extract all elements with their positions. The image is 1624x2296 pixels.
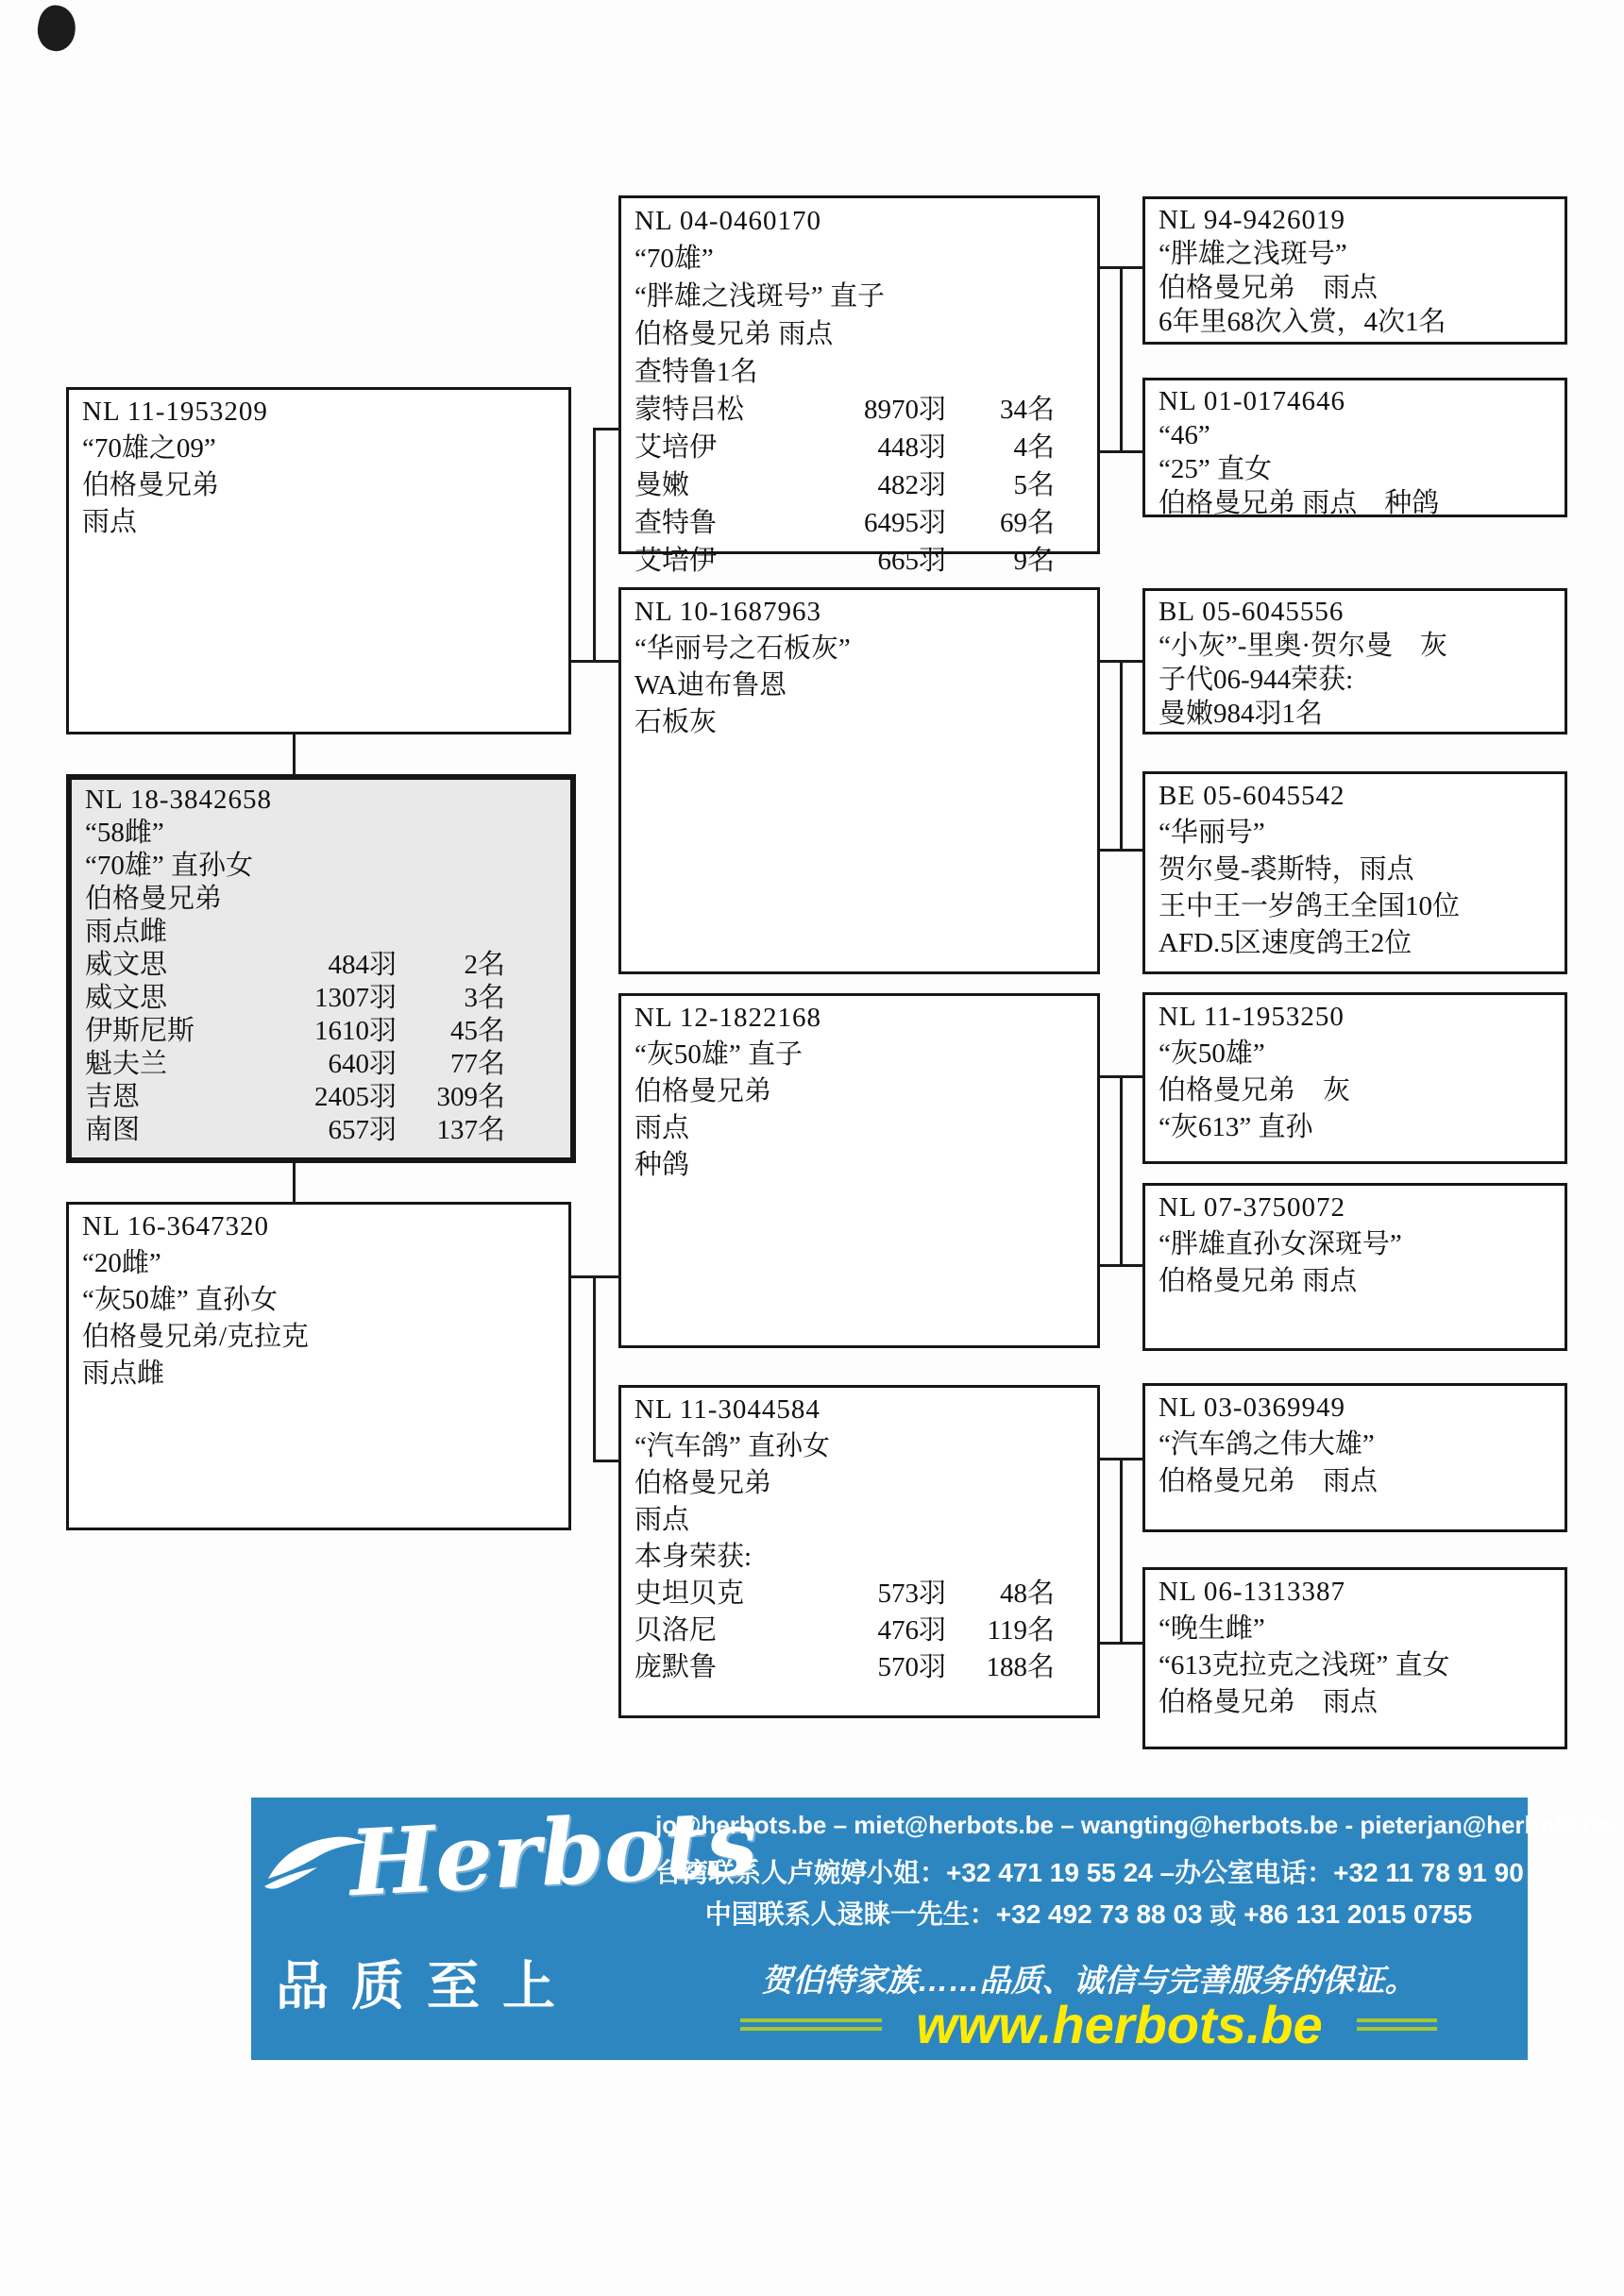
pedigree-line: 贺尔曼-裘斯特，雨点 — [1159, 854, 1414, 885]
ring-number: NL 16-3647320 — [82, 1211, 269, 1241]
result-race: 贝洛尼 — [634, 1615, 718, 1646]
result-rank: 137名 — [436, 1115, 505, 1145]
connector-line — [593, 1275, 596, 1462]
result-rank: 45名 — [449, 1016, 505, 1046]
result-race: 艾培伊 — [634, 432, 718, 463]
scan-artifact — [33, 2, 79, 54]
pedigree-line: “70雄” — [634, 244, 714, 274]
result-race: 南图 — [85, 1115, 141, 1145]
pedigree-line: 伯格曼兄弟 雨点 — [1159, 1466, 1379, 1496]
ring-number: NL 06-1313387 — [1159, 1577, 1345, 1607]
ring-number: NL 01-0174646 — [1159, 386, 1345, 416]
result-row — [634, 466, 1088, 504]
ring-number: BL 05-6045556 — [1159, 597, 1345, 627]
result-rank: 48名 — [999, 1578, 1055, 1609]
pedigree-line: 伯格曼兄弟 — [634, 1076, 772, 1106]
ring-number: NL 11-1953250 — [1159, 1002, 1345, 1032]
result-row — [634, 429, 1088, 466]
result-row — [85, 982, 561, 1015]
result-birds: 476羽 — [877, 1615, 946, 1646]
result-birds: 640羽 — [328, 1049, 397, 1079]
pedigree-box-sire — [66, 387, 571, 734]
result-race: 威文思 — [85, 950, 168, 980]
connector-line — [571, 1275, 621, 1278]
pedigree-line: “华丽号” — [1159, 818, 1265, 848]
pedigree-line: 王中王一岁鸽王全国10位 — [1159, 891, 1461, 921]
pedigree-line: “汽车鸽” 直孙女 — [634, 1431, 830, 1461]
result-row — [634, 542, 1088, 580]
pedigree-box-gen3-8 — [1142, 1567, 1567, 1749]
pedigree-line: “胖雄之浅斑号” 直子 — [634, 281, 885, 312]
pedigree-line: 6年里68次入赏，4次1名 — [1159, 307, 1446, 337]
pedigree-line: WA迪布鲁恩 — [634, 670, 787, 701]
pedigree-line: 雨点雌 — [85, 917, 168, 947]
pedigree-line: 伯格曼兄弟 雨点 — [634, 319, 834, 349]
banner-tagline: 品质至上 — [276, 1956, 578, 2016]
pedigree-line: “25” 直女 — [1159, 454, 1272, 484]
pedigree-line: “小灰”-里奥·贺尔曼 灰 — [1159, 631, 1448, 661]
pedigree-box-sire-sire — [618, 195, 1100, 576]
connector-line — [1120, 1075, 1123, 1267]
ring-number: NL 10-1687963 — [634, 597, 821, 627]
result-race: 查特鲁 — [634, 508, 718, 538]
pedigree-line: 雨点 — [82, 507, 138, 537]
result-rank: 309名 — [436, 1082, 505, 1112]
result-rank: 119名 — [987, 1615, 1055, 1646]
ring-number: BE 05-6045542 — [1159, 781, 1345, 811]
result-race: 曼嫩 — [634, 470, 690, 500]
pedigree-box-gen3-6 — [1142, 1183, 1567, 1351]
connector-line — [593, 428, 596, 663]
result-row — [634, 1576, 1088, 1612]
result-rank: 77名 — [449, 1049, 505, 1079]
pedigree-line: 石板灰 — [634, 707, 718, 737]
ring-number: NL 11-1953209 — [82, 397, 268, 427]
ring-number: NL 07-3750072 — [1159, 1192, 1345, 1223]
pedigree-line: 伯格曼兄弟 — [85, 884, 223, 914]
pedigree-line: 雨点 — [634, 1505, 690, 1535]
result-row — [634, 391, 1088, 429]
result-race: 吉恩 — [85, 1082, 141, 1112]
herbots-banner — [251, 1788, 1612, 2060]
pedigree-box-main-bird — [66, 774, 576, 1163]
ring-number: NL 03-0369949 — [1159, 1393, 1345, 1423]
pedigree-line: AFD.5区速度鸽王2位 — [1159, 928, 1413, 958]
result-rank: 69名 — [999, 508, 1055, 538]
pedigree-line: “灰50雄” 直子 — [634, 1039, 803, 1070]
pedigree-line: 伯格曼兄弟/克拉克 — [82, 1322, 310, 1352]
pedigree-box-gen3-5 — [1142, 992, 1567, 1164]
pedigree-line: 雨点雌 — [82, 1359, 165, 1389]
pedigree-line: “70雄” 直孙女 — [85, 851, 253, 881]
pedigree-line: “汽车鸽之伟大雄” — [1159, 1429, 1375, 1460]
pedigree-line: 伯格曼兄弟 灰 — [1159, 1075, 1351, 1106]
result-race: 魁夫兰 — [85, 1049, 168, 1079]
pedigree-box-gen3-2 — [1142, 378, 1567, 517]
pedigree-line: “46” — [1159, 420, 1210, 450]
pedigree-line: 伯格曼兄弟 — [82, 470, 220, 500]
ring-number: NL 94-9426019 — [1159, 205, 1345, 235]
connector-line — [293, 734, 296, 776]
result-rank: 34名 — [999, 395, 1055, 425]
pedigree-line: “晚生雌” — [1159, 1613, 1265, 1644]
result-birds: 448羽 — [877, 432, 946, 463]
connector-line — [1120, 1458, 1123, 1645]
banner-emails: jo@herbots.be – miet@herbots.be – wangting@herbots.be - pieterjan@herbots.be — [655, 1811, 1612, 1839]
result-birds: 570羽 — [877, 1652, 946, 1682]
pedigree-line: 查特鲁1名 — [634, 357, 758, 387]
connector-line — [293, 1163, 296, 1204]
result-row — [634, 504, 1088, 542]
pedigree-line: 伯格曼兄弟 雨点 种鸽 — [1159, 488, 1440, 518]
green-divider-right — [1357, 2018, 1437, 2031]
result-birds: 1610羽 — [313, 1016, 397, 1046]
result-rank: 5名 — [1013, 470, 1055, 500]
herbots-logo: Herbots — [347, 1788, 760, 1917]
connector-line — [1120, 266, 1123, 453]
result-race: 艾培伊 — [634, 546, 718, 576]
result-birds: 6495羽 — [863, 508, 946, 538]
result-birds: 573羽 — [877, 1578, 946, 1609]
result-row — [85, 1114, 561, 1147]
result-birds: 2405羽 — [313, 1082, 397, 1112]
green-divider-left — [740, 2018, 882, 2031]
connector-line — [571, 660, 621, 663]
result-birds: 1307羽 — [313, 983, 397, 1013]
pedigree-box-dam — [66, 1202, 571, 1530]
pedigree-line: “灰613” 直孙 — [1159, 1112, 1313, 1142]
result-race: 伊斯尼斯 — [85, 1016, 195, 1046]
ring-number: NL 11-3044584 — [634, 1394, 820, 1425]
pedigree-line: 伯格曼兄弟 雨点 — [1159, 273, 1379, 303]
ring-number: NL 18-3842658 — [85, 785, 272, 815]
pedigree-line: “613克拉克之浅斑” 直女 — [1159, 1650, 1450, 1680]
result-row — [85, 1015, 561, 1048]
ring-number: NL 04-0460170 — [634, 206, 821, 236]
result-rank: 2名 — [464, 950, 505, 980]
result-row — [634, 1612, 1088, 1649]
result-birds: 8970羽 — [863, 395, 946, 425]
website-url: www.herbots.be — [916, 1995, 1323, 2054]
pedigree-line: “20雌” — [82, 1248, 161, 1278]
pedigree-line: “华丽号之石板灰” — [634, 633, 851, 664]
result-birds: 482羽 — [877, 470, 946, 500]
result-row — [85, 1081, 561, 1114]
pedigree-line: “70雄之09” — [82, 433, 216, 464]
result-rank: 9名 — [1013, 546, 1055, 576]
pedigree-line: 子代06-944荣获: — [1159, 665, 1354, 695]
pedigree-line: “胖雄直孙女深斑号” — [1159, 1229, 1402, 1259]
result-race: 史坦贝克 — [634, 1578, 745, 1609]
pedigree-line: 本身荣获: — [634, 1542, 753, 1572]
pedigree-line: 伯格曼兄弟 雨点 — [1159, 1687, 1379, 1717]
pedigree-line: 伯格曼兄弟 — [634, 1468, 772, 1498]
result-birds: 657羽 — [328, 1115, 397, 1145]
result-race: 庞默鲁 — [634, 1652, 718, 1682]
pedigree-box-dam-sire — [618, 993, 1100, 1348]
connector-line — [593, 428, 621, 430]
banner-slogan: 贺伯特家族……品质、诚信与完善服务的保证。 — [761, 1963, 1416, 1998]
result-race: 蒙特吕松 — [634, 395, 745, 425]
result-row — [634, 1649, 1088, 1686]
pedigree-box-gen3-1 — [1142, 196, 1567, 345]
pedigree-box-dam-dam — [618, 1385, 1100, 1718]
connector-line — [1120, 660, 1123, 852]
result-rank: 4名 — [1013, 432, 1055, 463]
connector-line — [593, 1460, 621, 1462]
pedigree-line: “胖雄之浅斑号” — [1159, 239, 1347, 269]
result-rank: 3名 — [464, 983, 505, 1013]
result-race: 威文思 — [85, 983, 168, 1013]
pedigree-line: 雨点 — [634, 1113, 690, 1143]
pedigree-line: “灰50雄” — [1159, 1038, 1265, 1069]
result-birds: 484羽 — [328, 950, 397, 980]
pedigree-line: 伯格曼兄弟 雨点 — [1159, 1266, 1358, 1296]
result-row — [85, 949, 561, 982]
banner-taiwan-contact: 台湾联系人卢婉婷小姐：+32 471 19 55 24 –办公室电话：+32 11 78 91 90 — [655, 1858, 1524, 1887]
ring-number: NL 12-1822168 — [634, 1003, 821, 1033]
pedigree-box-sire-dam — [618, 587, 1100, 974]
pedigree-line: 种鸽 — [634, 1150, 690, 1180]
banner-url-row — [655, 1994, 1522, 2055]
banner-china-contact: 中国联系人逯睐一先生：+32 492 73 88 03 或 +86 131 2015 0755 — [704, 1899, 1473, 1929]
pedigree-line: 曼嫩984羽1名 — [1159, 699, 1324, 729]
pedigree-line: “58雌” — [85, 818, 164, 848]
result-row — [85, 1048, 561, 1081]
result-birds: 665羽 — [877, 546, 946, 576]
pedigree-box-gen3-4 — [1142, 771, 1567, 974]
pedigree-line: “灰50雄” 直孙女 — [82, 1285, 278, 1315]
pedigree-box-gen3-3 — [1142, 588, 1567, 734]
pedigree-box-gen3-7 — [1142, 1383, 1567, 1532]
result-rank: 188名 — [986, 1652, 1055, 1682]
